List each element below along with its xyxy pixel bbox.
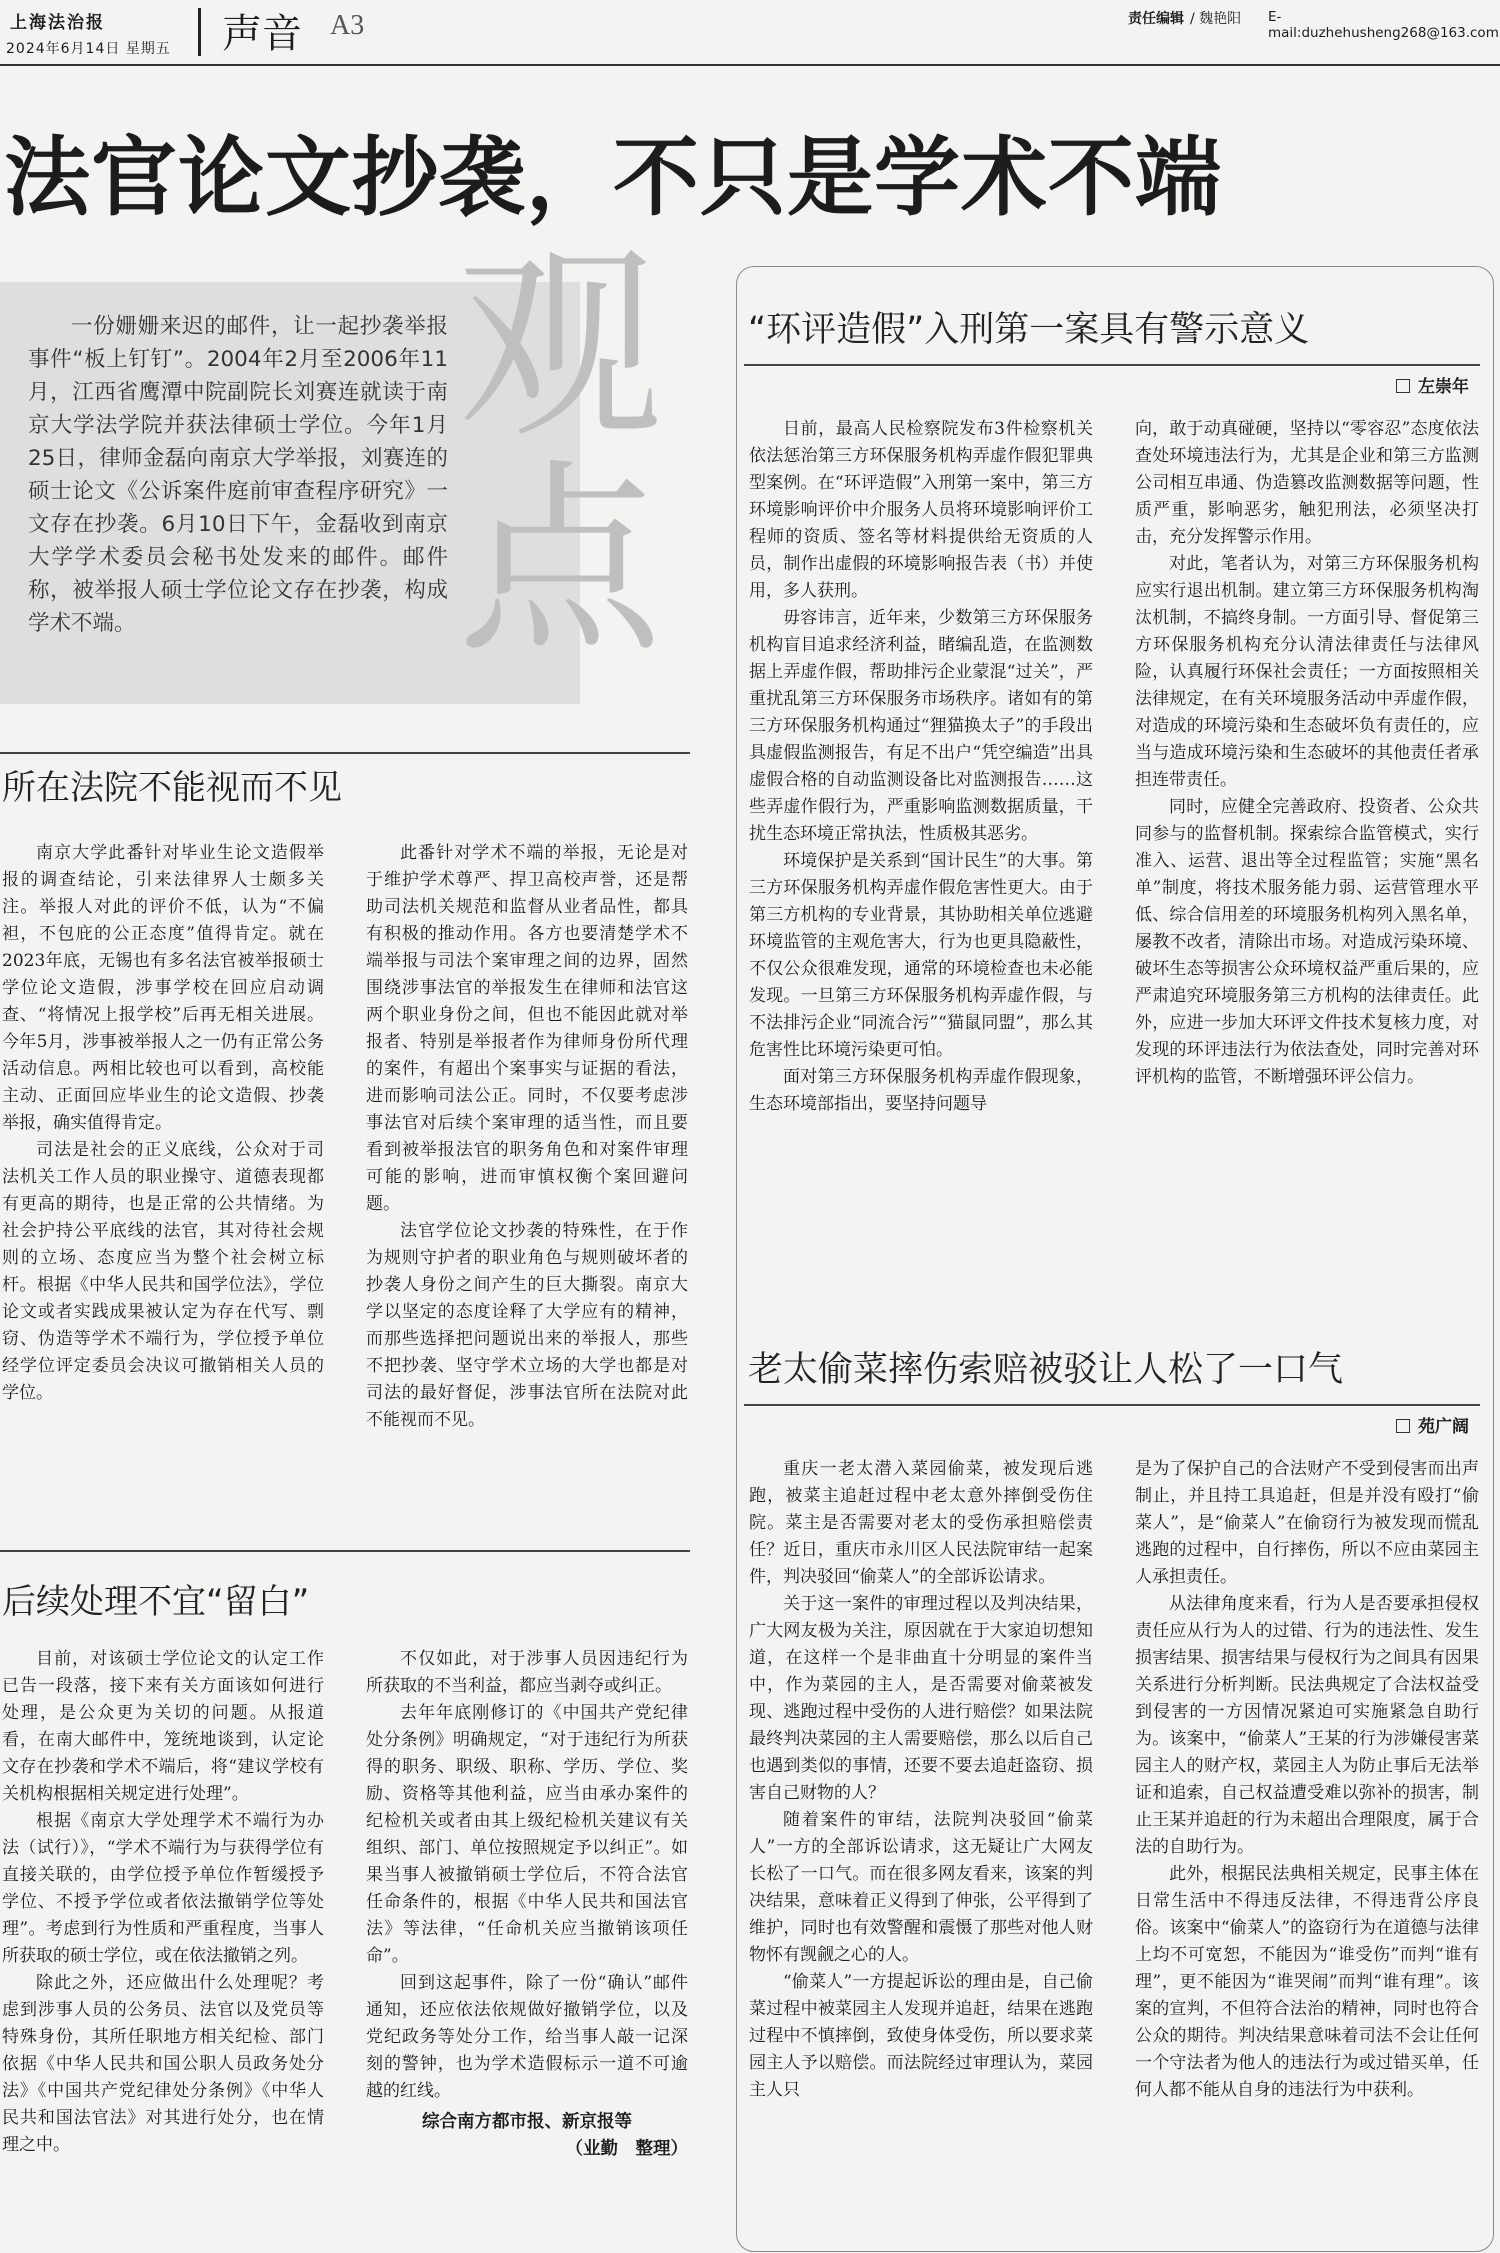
paragraph: 重庆一老太潜入菜园偷菜，被发现后逃跑，被菜主追赶过程中老太意外摔倒受伤住院。菜主是否需要对老太的受伤承担赔偿责任？近日，重庆市永川区人民法院审结一起案件，判决驳回“偷菜人”的全部诉讼请求。 [749, 1459, 1093, 1587]
paragraph: 除此之外，还应做出什么处理呢？考虑到涉事人员的公务员、法官以及党员等特殊身份，其所任职地方相关纪检、部门依据《中华人民共和国公职人员政务处分法》《中国共产党纪律处分条例》《中华人民共和国法官法》对其进行处分，也在情理之中。 [2, 1973, 324, 2155]
lead-paragraph: 一份姗姗来迟的邮件，让一起抄袭举报事件“板上钉钉”。2004年2月至2006年11月，江西省鹰潭中院副院长刘赛连就读于南京大学法学院并获法律硕士学位。今年1月25日，律师金磊向南京大学举报，刘赛连的硕士论文《公诉案件庭前审查程序研究》一文存在抄袭。6月10日下午，金磊收到南京大学学术委员会秘书处发来的邮件。邮件称，被举报人硕士学位论文存在抄袭，构成学术不端。 [28, 314, 448, 636]
column-label-char: 点 [457, 443, 663, 681]
text-column [366, 840, 688, 1434]
byline-box-icon [1396, 1419, 1410, 1433]
paragraph: 同时，应健全完善政府、投资者、公众共同参与的监督机制。探索综合监管模式，实行准入、运营、退出等全过程监管；实施“黑名单”制度，将技术服务能力弱、运营管理水平低、综合信用差的环境服务机构列入黑名单，屡教不改者，清除出市场。对造成污染环境、破坏生态等损害公众环境权益严重后果的，应严肃追究环境服务第三方机构的法律责任。此外，应进一步加大环评文件技术复核力度，对发现的环评违法行为依法查处，同时完善对环评机构的监管，不断增强环评公信力。 [1135, 797, 1479, 1087]
column-label-char: 观 [457, 228, 663, 466]
page-number: A3 [330, 10, 365, 41]
masthead-rule [0, 64, 1500, 66]
paragraph: 目前，对该硕士学位论文的认定工作已告一段落，接下来有关方面该如何进行处理，是公众更为关切的问题。从报道看，在南大邮件中，笼统地谈到，认定论文存在抄袭和学术不端后，将“建议学校有关机构根据相关规定进行处理”。 [2, 1649, 324, 1804]
paragraph: 此外，根据民法典相关规定，民事主体在日常生活中不得违反法律，不得违背公序良俗。该案中“偷菜人”的盗窃行为在道德与法律上均不可宽恕，不能因为“谁受伤”而判“谁有理”，更不能因为“谁哭闹”而判“谁有理”。该案的宣判，不但符合法治的精神，同时也符合公众的期待。判决结果意味着司法不会让任何一个守法者为他人的违法行为或过错买单，任何人都不能从自身的违法行为中获利。 [1135, 1864, 1479, 2100]
editor-email[interactable]: E-mail:duzhehusheng268@163.com [1268, 9, 1499, 41]
section-title: 所在法院不能视而不见 [2, 768, 342, 808]
paragraph: 随着案件的审结，法院判决驳回“偷菜人”一方的全部诉讼请求，这无疑让广大网友长松了一口气。而在很多网友看来，该案的判决结果，意味着正义得到了伸张，公平得到了维护，同时也有效警醒和震慑了那些对他人财物怀有觊觎之心的人。 [749, 1810, 1093, 1965]
paragraph: 回到这起事件，除了一份“确认”邮件通知，还应依法依规做好撤销学位，以及党纪政务等处分工作，给当事人敲一记深刻的警钟，也为学术造假标示一道不可逾越的红线。 [366, 1973, 688, 2101]
article-byline [1396, 1412, 1469, 1437]
paragraph: 根据《南京大学处理学术不端行为办法（试行）》，“学术不端行为与获得学位有直接关联的，由学位授予单位作暂缓授予学位、不授予学位或者依法撤销学位等处理”。考虑到行为性质和严重程度，当事人所获取的硕士学位，或在依法撤销之列。 [2, 1811, 324, 1966]
editor-name: / 魏艳阳 [1190, 11, 1242, 27]
paragraph: 向，敢于动真碰硬，坚持以“零容忍”态度依法查处环境违法行为，尤其是企业和第三方监测公司相互串通、伪造篡改监测数据等问题，性质严重，影响恶劣，触犯刑法，必须坚决打击，充分发挥警示作用。 [1135, 419, 1479, 547]
paragraph: 从法律角度来看，行为人是否要承担侵权责任应从行为人的过错、行为的违法性、发生损害结果、损害结果与侵权行为之间具有因果关系进行分析判断。民法典规定了合法权益受到侵害的一方因情况紧迫可实施紧急自助行为。该案中，“偷菜人”王某的行为涉嫌侵害菜园主人的财产权，菜园主人为防止事后无法举证和追索，自己权益遭受难以弥补的损害，制止王某并追赶的行为未超出合理限度，属于合法的自助行为。 [1135, 1594, 1479, 1857]
section-title: 后续处理不宜“留白” [2, 1582, 310, 1622]
paragraph: 此番针对学术不端的举报，无论是对于维护学术尊严、捍卫高校声誉，还是帮助司法机关规范和监督从业者品性，都具有积极的推动作用。各方也要清楚学术不端举报与司法个案审理之间的边界，固然围绕涉事法官的举报发生在律师和法官这两个职业身份之间，但也不能因此就对举报者、特别是举报者作为律师身份所代理的案件，有超出个案事实与证据的看法，进而影响司法公正。同时，不仅要考虑涉事法官对后续个案审理的适当性，而且要看到被举报法官的职务角色和对案件审理可能的影响，进而审慎权衡个案回避问题。 [366, 843, 688, 1214]
main-headline: 法官论文抄袭，不只是学术不端 [4, 127, 1222, 228]
section-name: 声音 [222, 11, 302, 57]
editor-credit [1128, 8, 1241, 28]
article-rule [744, 1404, 1480, 1406]
text-column [2, 840, 324, 1407]
paragraph: 面对第三方环保服务机构弄虚作假现象，生态环境部指出，要坚持问题导 [749, 1067, 1093, 1114]
text-column [1135, 416, 1479, 1091]
column-label-watermark [455, 228, 665, 681]
editor-label: 责任编辑 [1128, 11, 1184, 27]
paragraph: 法官学位论文抄袭的特殊性，在于作为规则守护者的职业角色与规则破坏者的抄袭人身份之间产生的巨大撕裂。南京大学以坚定的态度诠释了大学应有的精神，而那些选择把问题说出来的举报人，那些不把抄袭、坚守学术立场的大学也都是对司法的最好督促，涉事法官所在法院对此不能视而不见。 [366, 1221, 688, 1430]
article-title: 老太偷菜摔伤索赔被驳让人松了一口气 [748, 1350, 1344, 1390]
paragraph: 日前，最高人民检察院发布3件检察机关依法惩治第三方环保服务机构弄虚作假犯罪典型案例。在“环评造假”入刑第一案中，第三方环境影响评价中介服务人员将环境影响评价工程师的资质、签名等材料提供给无资质的人员，制作出虚假的环境影响报告表（书）并使用，多人获刑。 [749, 419, 1093, 601]
paragraph: “偷菜人”一方提起诉讼的理由是，自己偷菜过程中被菜园主人发现并追赶，结果在逃跑过程中不慎摔倒，致使身体受伤，所以要求菜园主人予以赔偿。而法院经过审理认为，菜园主人只 [749, 1972, 1093, 2100]
section-rule [0, 752, 690, 754]
masthead-divider [198, 8, 201, 56]
text-column [2, 1646, 324, 2159]
source-credit: 综合南方都市报、新京报等 [422, 2112, 632, 2132]
byline-box-icon [1396, 379, 1410, 393]
paragraph: 去年年底刚修订的《中国共产党纪律处分条例》明确规定，“对于违纪行为所获得的职务、职级、职称、学历、学位、奖励、资格等其他利益，应当由承办案件的纪检机关或者由其上级纪检机关建议有关组织、部门、单位按照规定予以纠正”。如果当事人被撤销硕士学位后，不符合法官任命条件的，根据《中华人民共和国法官法》等法律，“任命机关应当撤销该项任命”。 [366, 1703, 688, 1966]
paragraph: 关于这一案件的审理过程以及判决结果，广大网友极为关注，原因就在于大家迫切想知道，在这样一个是非曲直十分明显的案件当中，作为菜园的主人，是否需要对偷菜被发现、逃跑过程中受伤的人进行赔偿？如果法院最终判决菜园的主人需要赔偿，那么以后自己也遇到类似的事情，还要不要去追赶盗窃、损害自己财物的人？ [749, 1594, 1093, 1803]
text-column [749, 1456, 1093, 2104]
paragraph: 南京大学此番针对毕业生论文造假举报的调查结论，引来法律界人士颇多关注。举报人对此的评价不低，认为“不偏袒，不包庇的公正态度”值得肯定。就在2023年底，无锡也有多名法官被举报硕士学位论文造假，涉事学校在回应启动调查、“将情况上报学校”后再无相关进展。今年5月，涉事被举报人之一仍有正常公务活动信息。两相比较也可以看到，高校能主动、正面回应毕业生的论文造假、抄袭举报，确实值得肯定。 [2, 843, 324, 1133]
article-rule [744, 364, 1480, 366]
compiler-credit: （业勤 整理） [565, 2139, 688, 2159]
text-column [749, 416, 1093, 1118]
issue-date: 2024年6月14日 星期五 [6, 41, 171, 57]
paragraph: 环境保护是关系到“国计民生”的大事。第三方环保服务机构弄虚作假危害性更大。由于第三方机构的专业背景，其协助相关单位逃避环境监管的主观危害大，行为也更具隐蔽性，不仅公众很难发现，通常的环境检查也未必能发现。一旦第三方环保服务机构弄虚作假，与不法排污企业“同流合污”“猫鼠同盟”，那么其危害性比环境污染更可怕。 [749, 851, 1093, 1060]
section-rule [0, 1550, 690, 1552]
paragraph: 毋容讳言，近年来，少数第三方环保服务机构盲目追求经济利益，睹编乱造，在监测数据上弄虚作假，帮助排污企业蒙混“过关”，严重扰乱第三方环保服务市场秩序。诸如有的第三方环保服务机构通过“狸猫换太子”的手段出具虚假监测报告，有足不出户“凭空编造”出具虚假合格的自动监测设备比对监测报告……这些弄虚作假行为，严重影响监测数据质量，干扰生态环境正常执法，性质极其恶劣。 [749, 608, 1093, 844]
text-column [366, 1646, 688, 2163]
article-title: “环评造假”入刑第一案具有警示意义 [748, 310, 1310, 350]
author-name: 苑广阔 [1418, 1417, 1469, 1437]
text-column [1135, 1456, 1479, 2104]
paragraph: 司法是社会的正义底线，公众对于司法机关工作人员的职业操守、道德表现都有更高的期待，也是正常的公共情绪。为社会护持公平底线的法官，其对待社会规则的立场、态度应当为整个社会树立标杆。根据《中华人民共和国学位法》，学位论文或者实践成果被认定为存在代写、剽窃、伪造等学术不端行为，学位授予单位经学位评定委员会决议可撤销相关人员的学位。 [2, 1140, 324, 1403]
article-byline [1396, 372, 1469, 397]
author-name: 左崇年 [1418, 377, 1469, 397]
paragraph: 不仅如此，对于涉事人员因违纪行为所获取的不当利益，都应当剥夺或纠正。 [366, 1649, 688, 1696]
newspaper-logo: 上海法治报 [10, 13, 105, 33]
paragraph: 是为了保护自己的合法财产不受到侵害而出声制止，并且持工具追赶，但是并没有殴打“偷菜人”，是“偷菜人”在偷窃行为被发现而慌乱逃跑的过程中，自行摔伤，所以不应由菜园主人承担责任。 [1135, 1459, 1479, 1587]
paragraph: 对此，笔者认为，对第三方环保服务机构应实行退出机制。建立第三方环保服务机构淘汰机制，不搞终身制。一方面引导、督促第三方环保服务机构充分认清法律责任与法律风险，认真履行环保社会责任；一方面按照相关法律规定，在有关环境服务活动中弄虚作假，对造成的环境污染和生态破坏负有责任的，应当与造成环境污染和生态破坏的其他责任者承担连带责任。 [1135, 554, 1479, 790]
